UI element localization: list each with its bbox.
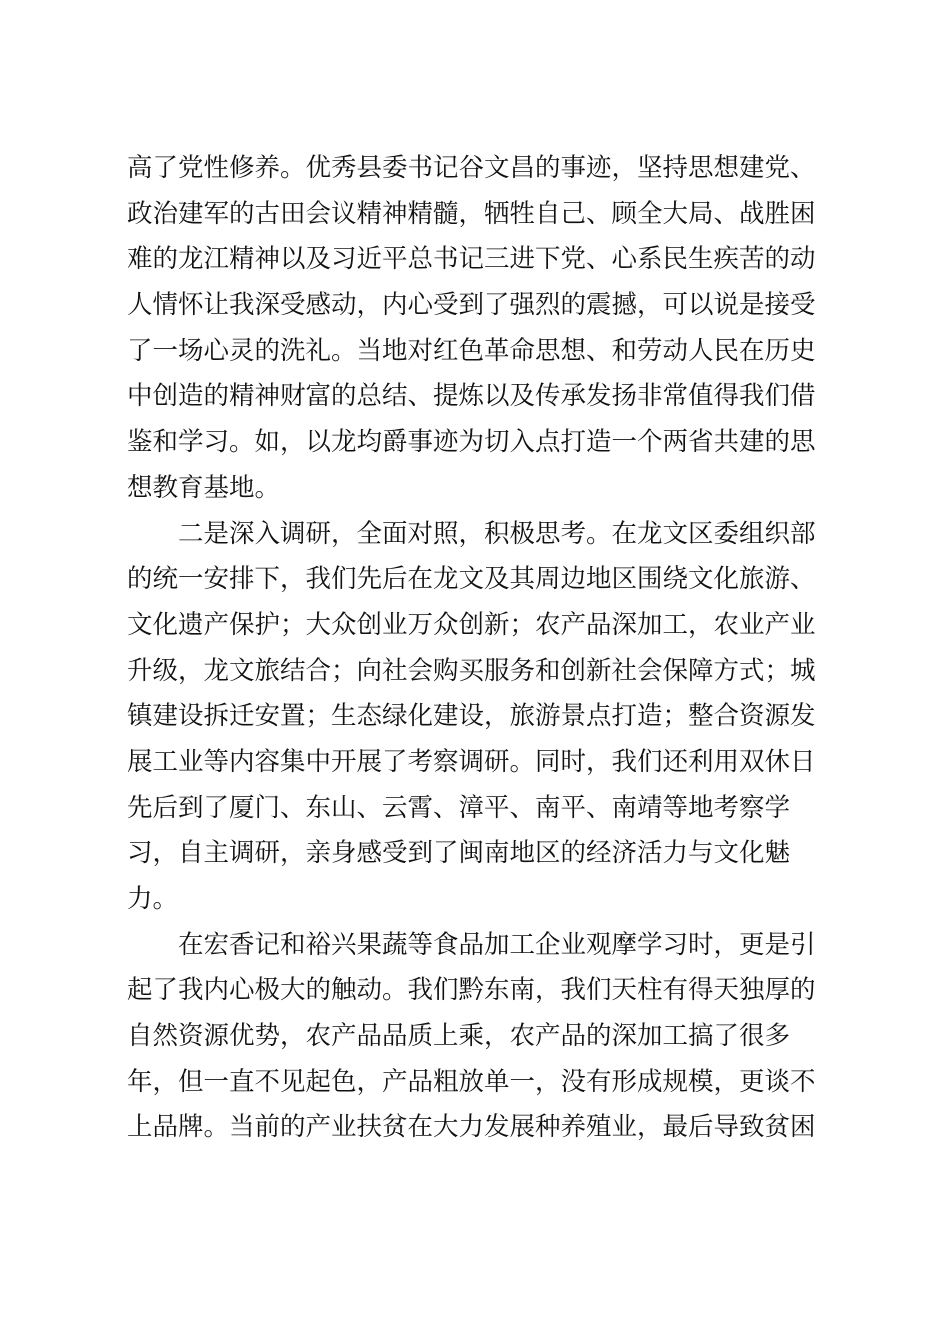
text-line: 力。 xyxy=(127,884,179,914)
text-line: 展工业等内容集中开展了考察调研。同时，我们还利用双休日 xyxy=(127,746,816,777)
text-line: 镇建设拆迁安置；生态绿化建设，旅游景点打造；整合资源发 xyxy=(127,701,816,732)
text-line: 中创造的精神财富的总结、提炼以及传承发扬非常值得我们借 xyxy=(127,381,816,412)
text-line: 文化遗产保护；大众创业万众创新；农产品深加工，农业产业 xyxy=(127,609,816,640)
text-line: 在宏香记和裕兴果蔬等食品加工企业观摩学习时，更是引 xyxy=(127,929,816,960)
text-line: 上品牌。当前的产业扶贫在大力发展种养殖业，最后导致贫困 xyxy=(127,1112,816,1143)
body-text xyxy=(127,146,827,1151)
text-line: 人情怀让我深受感动，内心受到了强烈的震撼，可以说是接受 xyxy=(127,290,816,321)
text-line: 鉴和学习。如，以龙均爵事迹为切入点打造一个两省共建的思 xyxy=(127,427,816,458)
text-line: 习，自主调研，亲身感受到了闽南地区的经济活力与文化魅 xyxy=(127,838,791,869)
text-line: 年，但一直不见起色，产品粗放单一，没有形成规模，更谈不 xyxy=(127,1066,816,1097)
text-line: 二是深入调研，全面对照，积极思考。在龙文区委组织部 xyxy=(127,518,816,549)
text-line: 自然资源优势，农产品品质上乘，农产品的深加工搞了很多 xyxy=(127,1021,791,1052)
text-line: 升级，龙文旅结合；向社会购买服务和创新社会保障方式；城 xyxy=(127,655,816,686)
text-line: 难的龙江精神以及习近平总书记三进下党、心系民生疾苦的动 xyxy=(127,244,816,275)
text-line: 先后到了厦门、东山、云霄、漳平、南平、南靖等地考察学 xyxy=(127,792,791,823)
text-line: 高了党性修养。优秀县委书记谷文昌的事迹，坚持思想建党、 xyxy=(127,153,816,183)
text-line: 了一场心灵的洗礼。当地对红色革命思想、和劳动人民在历史 xyxy=(127,335,816,366)
text-line: 政治建军的古田会议精神精髓，牺牲自己、顾全大局、战胜困 xyxy=(127,198,816,229)
text-line: 的统一安排下，我们先后在龙文及其周边地区围绕文化旅游、 xyxy=(127,564,816,595)
text-line: 想教育基地。 xyxy=(127,472,281,503)
text-line: 起了我内心极大的触动。我们黔东南，我们天柱有得天独厚的 xyxy=(127,975,816,1006)
